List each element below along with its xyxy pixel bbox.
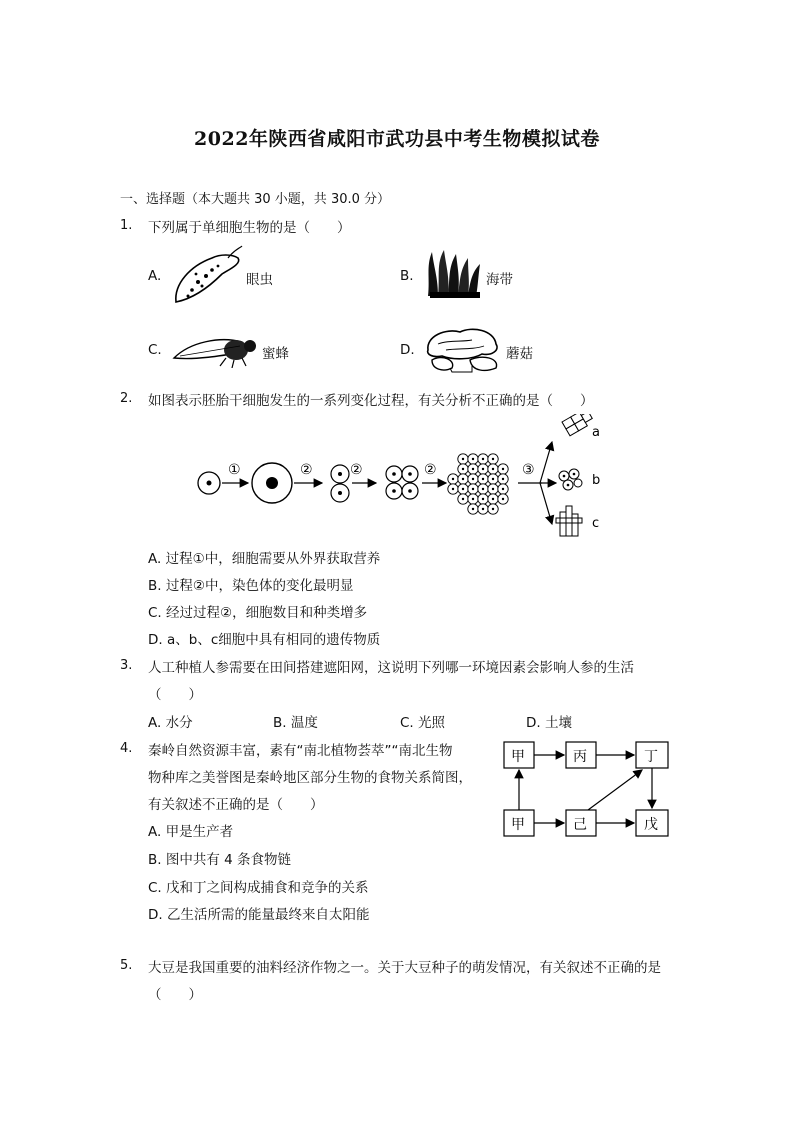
q4-option-b-letter: B. [148,852,162,868]
node-top-left: 甲 [511,749,525,765]
q2-option-d[interactable] [148,628,380,648]
cell-b-label: b [592,473,601,488]
stem-cell-diagram [190,414,610,546]
cluster-cell-nucleus [482,478,484,480]
q2-option-d-text: a、b、c细胞中具有相同的遗传物质 [166,632,381,648]
q3-option-a-text: 水分 [165,715,193,731]
node-bot-right: 戊 [644,817,658,833]
q2-option-c[interactable] [148,601,367,621]
cluster-cell-nucleus [472,498,474,500]
q3-option-c-letter: C. [400,715,414,731]
cluster-cell-nucleus [502,498,504,500]
cluster-cell-nucleus [492,478,494,480]
cluster-cell-nucleus [492,498,494,500]
q1-option-c-text: 蜜蜂 [262,346,289,362]
q4-option-c-letter: C. [148,880,162,896]
q3-option-c-text: 光照 [418,715,446,731]
node-top-right: 丁 [644,749,658,765]
q1-option-a-letter[interactable]: A. [148,268,162,284]
page-title: 2022年陕西省咸阳市武功县中考生物模拟试卷 [194,128,600,150]
cluster-cell-nucleus [492,468,494,470]
question-4-stem-line-1: 秦岭自然资源丰富，素有“南北植物荟萃”“南北生物 [148,743,453,759]
cluster-cell-nucleus [462,468,464,470]
cell-a-label: a [592,425,600,440]
question-5-number: 5. [120,958,133,973]
cluster-cell-nucleus [462,498,464,500]
cluster-cell-nucleus [502,478,504,480]
cluster-cell-nucleus [472,488,474,490]
food-web-diagram [496,736,676,842]
step-2c-label: ② [424,462,437,478]
question-1-stem: 下列属于单细胞生物的是（ ） [148,220,351,236]
cluster-cell-nucleus [452,478,454,480]
cell-cluster [448,454,508,514]
step-2a-label: ② [300,462,313,478]
q4-option-a-text: 甲是生产者 [165,824,234,840]
q2-option-a-letter: A. [148,551,162,567]
step-2b-label: ② [350,462,363,478]
q3-option-d[interactable] [526,711,572,731]
cluster-cell-nucleus [472,508,474,510]
q2-option-b-text: 过程②中，染色体的变化最明显 [165,578,354,594]
cluster-cell-nucleus [482,458,484,460]
q2-option-d-letter: D. [148,632,163,648]
cluster-cell-nucleus [482,488,484,490]
cluster-cell-nucleus [482,498,484,500]
cluster-cell-nucleus [502,488,504,490]
q2-option-a-text: 过程①中，细胞需要从外界获取营养 [165,551,381,567]
cluster-cell-nucleus [502,468,504,470]
q1-option-d-text: 蘑菇 [506,346,533,362]
q2-option-c-letter: C. [148,605,162,621]
q4-option-c[interactable] [148,876,369,896]
q4-option-b-text: 图中共有 4 条食物链 [165,852,292,868]
question-5-stem: 大豆是我国重要的油料经济作物之一。关于大豆种子的萌发情况，有关叙述不正确的是 [148,960,661,976]
cluster-cell-nucleus [462,488,464,490]
question-2-stem: 如图表示胚胎干细胞发生的一系列变化过程，有关分析不正确的是（ ） [148,393,594,409]
cluster-cell-nucleus [452,488,454,490]
cluster-cell-nucleus [472,458,474,460]
q1-option-b-text: 海带 [486,272,513,288]
q4-option-d-letter: D. [148,907,163,923]
step-1-label: ① [228,462,241,478]
section-header: 一、选择题（本大题共 30 小题，共 30.0 分） [120,192,391,207]
q1-option-c-letter[interactable]: C. [148,342,162,358]
q4-option-a-letter: A. [148,824,162,840]
cluster-cell-nucleus [482,508,484,510]
q3-option-b-text: 温度 [290,715,318,731]
question-2-number: 2. [120,391,133,406]
question-5-stem-paren: （ ） [148,987,202,1003]
cluster-cell-nucleus [492,508,494,510]
cluster-cell-nucleus [492,488,494,490]
question-4-stem-line-2: 物种库之美誉图是秦岭地区部分生物的食物关系简图， [148,770,472,786]
cluster-cell-nucleus [472,468,474,470]
mushroom-icon [422,320,504,374]
q3-option-c[interactable] [400,711,445,731]
bee-icon [170,322,260,368]
question-1-number: 1. [120,218,133,233]
q1-option-b-letter[interactable]: B. [400,268,414,284]
q3-option-b[interactable] [273,711,318,731]
q4-option-c-text: 戊和丁之间构成捕食和竞争的关系 [166,880,369,896]
question-3-number: 3. [120,658,133,673]
node-bot-left: 甲 [511,817,525,833]
q3-option-a[interactable] [148,711,193,731]
q4-option-a[interactable] [148,820,233,840]
q3-option-b-letter: B. [273,715,287,731]
cluster-cell-nucleus [462,478,464,480]
cluster-cell-nucleus [482,468,484,470]
cell-c-label: c [592,516,600,531]
cluster-cell-nucleus [472,478,474,480]
question-4-number: 4. [120,741,133,756]
q4-option-d[interactable] [148,903,369,923]
q2-option-c-text: 经过过程②，细胞数目和种类增多 [166,605,368,621]
node-bot-mid: 己 [573,817,587,833]
q3-option-a-letter: A. [148,715,162,731]
q2-option-a[interactable] [148,547,380,567]
cluster-cell-nucleus [492,458,494,460]
question-3-stem: 人工种植人参需要在田间搭建遮阳网，这说明下列哪一环境因素会影响人参的生活 [148,660,634,676]
q1-option-a-text: 眼虫 [246,272,273,288]
question-3-stem-paren: （ ） [148,687,202,703]
kelp-icon [424,248,484,300]
q2-option-b-letter: B. [148,578,162,594]
euglena-icon [168,244,244,308]
q3-option-d-letter: D. [526,715,541,731]
step-3-label: ③ [522,462,535,478]
q3-option-d-text: 土壤 [544,715,572,731]
q1-option-d-letter[interactable]: D. [400,342,415,358]
node-top-mid: 丙 [573,749,587,765]
q2-option-b[interactable] [148,574,353,594]
cluster-cell-nucleus [462,458,464,460]
q4-option-b[interactable] [148,848,291,868]
question-4-stem-line-3: 有关叙述不正确的是（ ） [148,797,324,813]
q4-option-d-text: 乙生活所需的能量最终来自太阳能 [166,907,370,923]
